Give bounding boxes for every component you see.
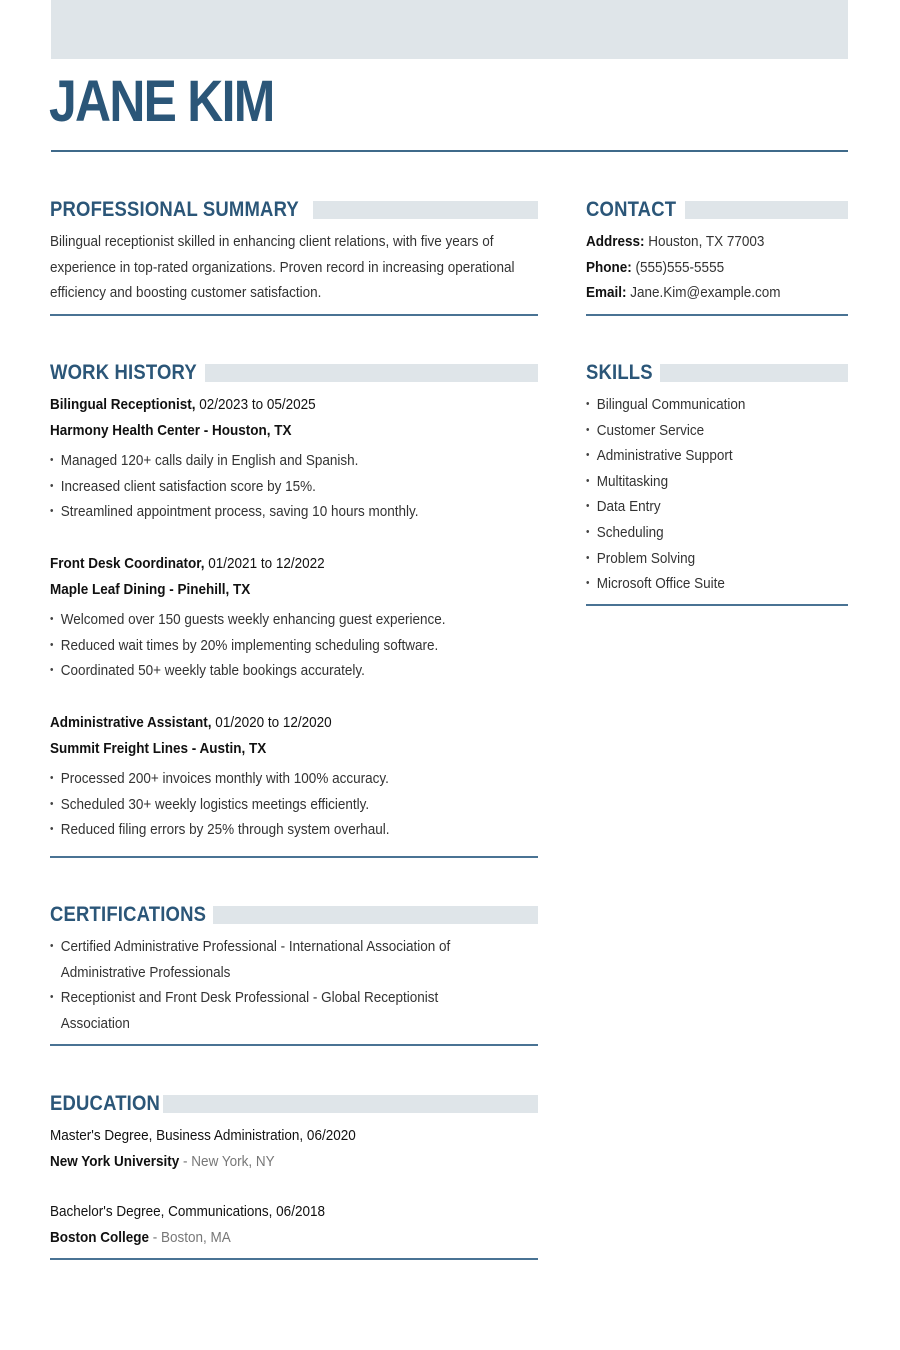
contact-section (586, 198, 848, 316)
job-bullet: • Streamlined appointment process, saving 10 hours monthly. (50, 499, 538, 525)
heading-bar (313, 201, 538, 219)
education-entry (50, 1199, 538, 1250)
job-bullet: • Managed 120+ calls daily in English and Spanish. (50, 448, 538, 474)
heading-bar (213, 906, 538, 924)
candidate-name: JANE KIM (49, 69, 274, 134)
school-line (50, 1225, 538, 1251)
skill-item: • Scheduling (586, 520, 848, 546)
section-title: CONTACT (586, 198, 677, 221)
certifications-heading (50, 903, 538, 927)
contact-phone (586, 255, 848, 281)
skill-item: • Customer Service (586, 418, 848, 444)
job-company: Maple Leaf Dining - Pinehill, TX (50, 580, 251, 598)
certifications-list (50, 934, 498, 1036)
education-heading (50, 1092, 538, 1116)
summary-text: Bilingual receptionist skilled in enhancing client relations, with five years of experience in top-rated organizations. Proven record in increasing operational efficiency and boosting customer satisfaction. (50, 233, 515, 302)
job-header (50, 551, 538, 577)
header-band (51, 0, 848, 59)
job-title: Administrative Assistant, (50, 713, 212, 731)
contact-address (586, 229, 848, 255)
address-value: Houston, TX 77003 (648, 233, 765, 250)
section-title: EDUCATION (50, 1092, 161, 1115)
job-bullet: • Welcomed over 150 guests weekly enhancing guest experience. (50, 607, 538, 633)
skill-item: • Data Entry (586, 494, 848, 520)
contact-heading (586, 198, 848, 222)
job-dates: 01/2021 to 12/2022 (208, 554, 325, 572)
job-company: Summit Freight Lines - Austin, TX (50, 739, 267, 757)
section-title: CERTIFICATIONS (50, 903, 207, 926)
job-header (50, 710, 538, 736)
degree: Master's Degree, Business Administration, 06/2020 (50, 1127, 356, 1144)
section-title: PROFESSIONAL SUMMARY (50, 198, 299, 221)
skill-item: • Administrative Support (586, 443, 848, 469)
email-value[interactable]: Jane.Kim@example.com (630, 284, 781, 302)
education-entry (50, 1123, 538, 1174)
job-dates: 02/2023 to 05/2025 (199, 396, 316, 413)
section-title: SKILLS (586, 361, 653, 384)
job-entry (50, 710, 538, 843)
school-name: New York University (50, 1152, 180, 1170)
skill-item: • Problem Solving (586, 546, 848, 572)
contact-email (586, 280, 848, 306)
job-entry (50, 392, 538, 525)
job-title: Front Desk Coordinator, (50, 554, 205, 572)
job-title: Bilingual Receptionist, (50, 396, 196, 413)
skill-item: • Bilingual Communication (586, 392, 848, 418)
email-label: Email: (586, 284, 627, 302)
job-entry (50, 551, 538, 684)
job-bullet: • Increased client satisfaction score by 15%. (50, 474, 538, 500)
section-divider (50, 856, 538, 858)
certification-item: • Receptionist and Front Desk Professional - Global Receptionist Association (50, 985, 498, 1036)
job-dates: 01/2020 to 12/2020 (215, 713, 332, 731)
skill-item: • Microsoft Office Suite (586, 571, 848, 597)
skills-list (586, 392, 848, 597)
job-bullets (50, 448, 538, 525)
section-divider (50, 1044, 538, 1046)
skills-heading (586, 361, 848, 385)
job-company: Harmony Health Center - Houston, TX (50, 421, 292, 439)
section-divider (586, 314, 848, 316)
school-location: - Boston, MA (152, 1228, 231, 1246)
heading-bar (685, 201, 849, 219)
heading-bar (205, 364, 538, 382)
header-divider (51, 150, 848, 152)
certifications-section (50, 903, 538, 1046)
school-name: Boston College (50, 1228, 150, 1246)
heading-bar (163, 1095, 538, 1113)
section-divider (50, 314, 538, 316)
phone-value[interactable]: (555)555-5555 (635, 258, 725, 276)
work-history-section (50, 361, 538, 858)
phone-label: Phone: (586, 258, 632, 276)
section-divider (50, 1258, 538, 1260)
job-bullet: • Reduced wait times by 20% implementing scheduling software. (50, 633, 538, 659)
job-bullet: • Reduced filing errors by 25% through system overhaul. (50, 817, 538, 843)
address-label: Address: (586, 233, 645, 250)
section-divider (586, 604, 848, 606)
heading-bar (660, 364, 848, 382)
summary-section (50, 198, 538, 316)
degree: Bachelor's Degree, Communications, 06/2018 (50, 1203, 325, 1221)
job-bullet: • Coordinated 50+ weekly table bookings accurately. (50, 658, 538, 684)
section-title: WORK HISTORY (50, 361, 197, 384)
job-bullets (50, 766, 538, 843)
job-bullet: • Processed 200+ invoices monthly with 100% accuracy. (50, 766, 538, 792)
skill-item: • Multitasking (586, 469, 848, 495)
school-line (50, 1149, 538, 1175)
job-bullets (50, 607, 538, 684)
school-location: - New York, NY (183, 1152, 275, 1170)
summary-heading (50, 198, 538, 222)
certification-item: • Certified Administrative Professional - International Association of Administrative Professionals (50, 934, 498, 985)
job-header (50, 392, 538, 418)
education-section (50, 1092, 538, 1260)
work-heading (50, 361, 538, 385)
job-bullet: • Scheduled 30+ weekly logistics meetings efficiently. (50, 792, 538, 818)
skills-section (586, 361, 848, 606)
